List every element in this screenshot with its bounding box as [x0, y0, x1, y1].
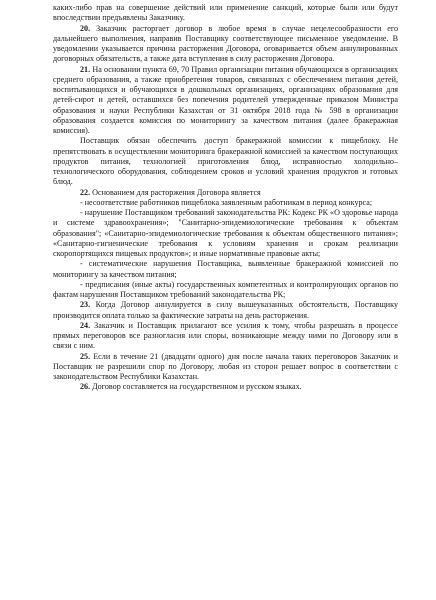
termination-ground-2: - нарушение Поставщиком требований законодательства РК: Кодекс РК «О здоровье народа и системе здравоохранения»; "Санитарно-эпидемиологические требования к объектам образования"; «Санитарно-эпидемиологические требования к объектам общественного питания»; «Санитарно-гигиенические требования к условиям хранения и срокам реализации скоропортящихся пищевых продуктов»; и иные нормативные правовые акты; [53, 208, 398, 258]
termination-ground-1: - несоответствие работников пищеблока заявленным работникам в период конкурса; [80, 197, 373, 207]
clause-23: 23. Когда Договор аннулируется в силу вышеуказанных обстоятельств, Поставщику производится оплата только за фактические затраты на день расторжения. [53, 300, 398, 320]
clause-21: 21. На основании пункта 69, 70 Правил организации питания обучающихся в организациях среднего образования, а также приобретения товаров, связанных с обеспечением питания детей, воспитывающихся и обучающихся в дошкольных организациях, организациях образования для детей-сирот и детей, оставшихся без попечения родителей утвержденные приказом Министра образования и науки Республики Казахстан от 31 октября 2018 года № 598 в организации образования создается комиссия по мониторингу за качеством питания (далее бракеражная комиссия). [53, 64, 398, 135]
termination-ground-4: - предписания (иные акты) государственных компетентных и контролирующих органов по фактам нарушения Поставщиком требований законодательства РК; [53, 279, 398, 299]
clause-25: 25. Если в течение 21 (двадцати одного) дня после начала таких переговоров Заказчик и Поставщик не разрешили спор по Договору, любая из сторон решает вопрос в соответствии с законодательством Республики Казахстан. [53, 351, 398, 381]
clause-20: 20. Заказчик расторгает договор в любое время в случае нецелесообразности его дальнейшего выполнения, направив Поставщику соответствующее письменное уведомление. В уведомлении указывается причина расторжения Договора, оговаривается объем аннулированных договорных обязательств, а также дата вступления в силу расторжения Договора. [53, 23, 398, 64]
clause-22: 22. Основанием для расторжения Договора является [80, 187, 261, 197]
termination-ground-3: - систематические нарушения Поставщика, выявленные бракеражной комиссией по мониторингу за качеством питания; [53, 259, 398, 279]
paragraph-continuation: каких-либо прав на совершение действий или применение санкций, которые были или будут впоследствии предъявлены Заказчику. [53, 3, 398, 23]
clause-26: 26. Договор составляется на государственном и русском языках. [80, 382, 302, 392]
clause-24: 24. Заказчик и Поставщик прилагают все усилия к тому, чтобы разрешать в процессе прямых переговоров все разногласия или споры, возникающие между ними по Договору или в связи с ним. [53, 320, 398, 351]
supplier-obligation-paragraph: Поставщик обязан обеспечить доступ бракеражной комиссии к пищеблоку. Не препятствовать в осуществлении мониторинга бракеражной комиссией за качеством поступающих продуктов питания, технологией приготовления блюд, исправностью холодильно–технологического оборудования, соблюдением сроков и условий хранения продуктов и готовых блюд. [53, 136, 398, 187]
